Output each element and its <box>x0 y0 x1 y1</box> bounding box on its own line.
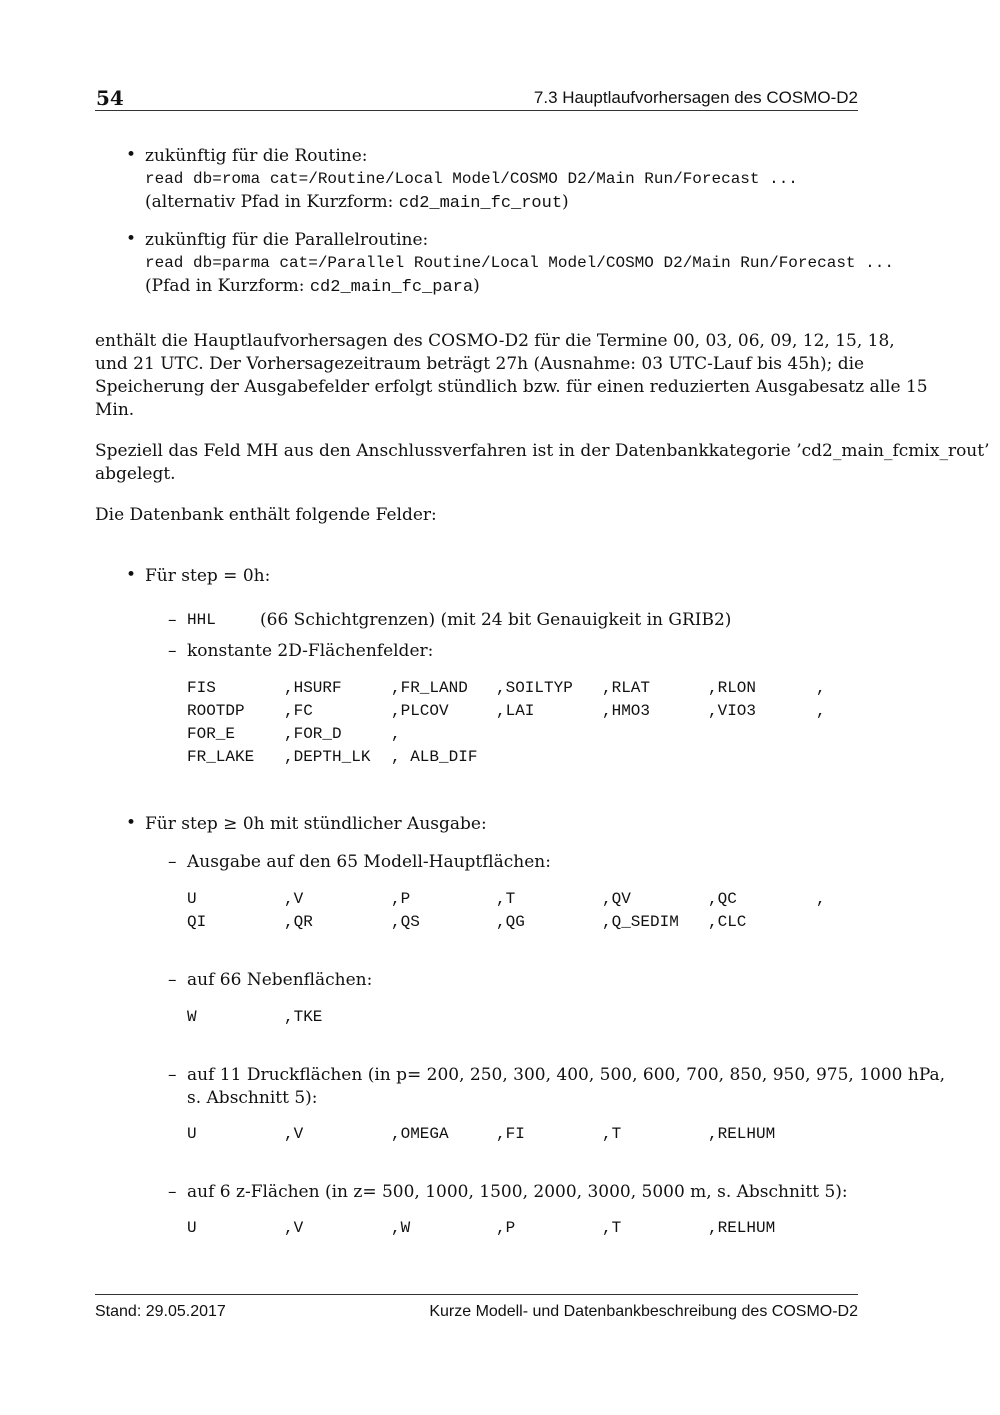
field-name: ,FOR_D <box>284 725 342 743</box>
field-name: ,FC <box>284 702 313 720</box>
bullet-icon: • <box>126 565 137 585</box>
short-path-code: cd2_main_fc_para <box>309 278 474 297</box>
field-name: ,QC <box>708 890 737 908</box>
field-name: ,TKE <box>284 1008 323 1026</box>
short-path-code: cd2_main_fc_rout <box>398 194 563 213</box>
field-name: ,CLC <box>708 913 747 931</box>
field-name: ,LAI <box>496 702 535 720</box>
parallel-short-path <box>145 275 480 299</box>
parallel-label: zukünftig für die Parallelroutine: <box>145 230 429 250</box>
field-name: FOR_E <box>187 725 236 743</box>
bullet-icon: • <box>126 813 137 833</box>
field-name: QI <box>187 913 207 931</box>
field-name: , <box>816 890 826 908</box>
field-name: ,HSURF <box>284 679 342 697</box>
field-name: , <box>816 679 826 697</box>
field-name: ,PLCOV <box>391 702 449 720</box>
paragraph-line: Speziell das Feld MH aus den Anschlussverfahren ist in der Datenbankkategorie ’cd2_main_fcmix_rout’ <box>95 441 990 461</box>
field-name: ,T <box>602 1125 622 1143</box>
neben-levels-label: auf 66 Nebenflächen: <box>187 970 373 990</box>
pressure-levels-label: auf 11 Druckflächen (in p= 200, 250, 300, 400, 500, 600, 700, 850, 950, 975, 1000 hPa, <box>187 1065 946 1085</box>
bullet-icon: • <box>126 229 137 249</box>
field-name: ,OMEGA <box>391 1125 449 1143</box>
field-name: ,V <box>284 1125 304 1143</box>
header-rule <box>95 110 858 111</box>
dash-icon: – <box>168 970 177 990</box>
routine-command: read db=roma cat=/Routine/Local Model/COSMO D2/Main Run/Forecast ... <box>145 170 798 188</box>
parallel-command: read db=parma cat=/Parallel Routine/Local Model/COSMO D2/Main Run/Forecast ... <box>145 254 894 272</box>
field-name: ,FR_LAND <box>391 679 468 697</box>
stepall-heading: Für step ≥ 0h mit stündlicher Ausgabe: <box>145 814 487 834</box>
field-name: ,RLAT <box>602 679 651 697</box>
field-name: W <box>187 1008 197 1026</box>
running-header: 7.3 Hauptlaufvorhersagen des COSMO-D2 <box>533 88 858 107</box>
field-name: , <box>391 725 401 743</box>
bullet-icon: • <box>126 145 137 165</box>
step0-heading: Für step = 0h: <box>145 566 271 586</box>
short-path-suffix: ) <box>562 192 569 212</box>
field-name: U <box>187 1125 197 1143</box>
hhl-description: (66 Schichtgrenzen) (mit 24 bit Genauigkeit in GRIB2) <box>260 610 732 630</box>
paragraph-line: Speicherung der Ausgabefelder erfolgt stündlich bzw. für einen reduzierten Ausgabesatz alle 15 <box>95 377 928 397</box>
field-name: ,T <box>496 890 516 908</box>
dash-icon: – <box>168 1065 177 1085</box>
field-name: FIS <box>187 679 216 697</box>
field-name: U <box>187 890 197 908</box>
field-name: ,P <box>496 1219 516 1237</box>
short-path-suffix: ) <box>473 276 480 296</box>
routine-label: zukünftig für die Routine: <box>145 146 368 166</box>
paragraph-line: Die Datenbank enthält folgende Felder: <box>95 505 437 525</box>
field-name: ,HMO3 <box>602 702 651 720</box>
dash-icon: – <box>168 1182 177 1202</box>
paragraph-line: Min. <box>95 400 135 420</box>
footer-rule <box>95 1294 858 1295</box>
pressure-levels-label: s. Abschnitt 5): <box>187 1088 318 1108</box>
const-fields-label: konstante 2D-Flächenfelder: <box>187 641 434 661</box>
paragraph-line: und 21 UTC. Der Vorhersagezeitraum beträgt 27h (Ausnahme: 03 UTC-Lauf bis 45h); die <box>95 354 865 374</box>
field-name: , <box>816 702 826 720</box>
footer-date: Stand: 29.05.2017 <box>95 1303 226 1320</box>
paragraph-line: enthält die Hauptlaufvorhersagen des COSMO-D2 für die Termine 00, 03, 06, 09, 12, 15, 18, <box>95 331 895 351</box>
field-name: ,P <box>391 890 411 908</box>
routine-short-path <box>145 191 569 215</box>
field-name: ,V <box>284 1219 304 1237</box>
field-name: ,RELHUM <box>708 1219 776 1237</box>
field-name: U <box>187 1219 197 1237</box>
field-name: ,VIO3 <box>708 702 757 720</box>
field-name: ,Q_SEDIM <box>602 913 679 931</box>
field-name: ,V <box>284 890 304 908</box>
short-path-prefix: (Pfad in Kurzform: <box>145 276 310 296</box>
field-name: ,QR <box>284 913 313 931</box>
footer-title: Kurze Modell- und Datenbankbeschreibung des COSMO-D2 <box>429 1303 858 1320</box>
field-name: ,SOILTYP <box>496 679 573 697</box>
dash-icon: – <box>168 852 177 872</box>
field-name: ,RLON <box>708 679 757 697</box>
field-name: ,DEPTH_LK <box>284 748 371 766</box>
field-name: ,W <box>391 1219 411 1237</box>
field-name: ROOTDP <box>187 702 245 720</box>
dash-icon: – <box>168 641 177 661</box>
field-name: ,QG <box>496 913 525 931</box>
paragraph-line: abgelegt. <box>95 464 176 484</box>
field-name: ,FI <box>496 1125 525 1143</box>
short-path-prefix: (alternativ Pfad in Kurzform: <box>145 192 399 212</box>
model-levels-label: Ausgabe auf den 65 Modell-Hauptflächen: <box>187 852 551 872</box>
field-name: ,RELHUM <box>708 1125 776 1143</box>
field-name: ,QS <box>391 913 420 931</box>
field-name: , ALB_DIF <box>391 748 478 766</box>
field-name: ,T <box>602 1219 622 1237</box>
z-levels-label: auf 6 z-Flächen (in z= 500, 1000, 1500, 2000, 3000, 5000 m, s. Abschnitt 5): <box>187 1182 848 1202</box>
field-name: ,QV <box>602 890 631 908</box>
page-number: 54 <box>96 86 124 110</box>
hhl-field: HHL <box>187 611 216 629</box>
dash-icon: – <box>168 610 177 630</box>
field-name: FR_LAKE <box>187 748 255 766</box>
